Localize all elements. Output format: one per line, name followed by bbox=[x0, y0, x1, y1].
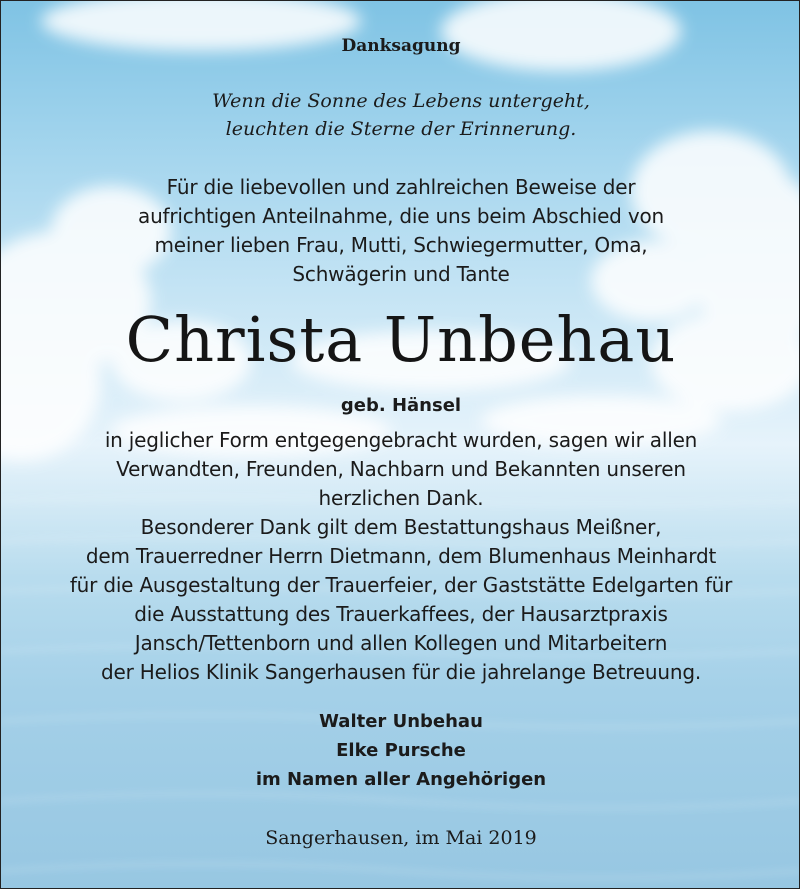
thanks-line-8: Jansch/Tettenborn und allen Kollegen und Mitarbeitern bbox=[134, 631, 668, 655]
verse-line-2: leuchten die Sterne der Erinnerung. bbox=[225, 118, 577, 140]
signatory-1: Walter Unbehau bbox=[319, 711, 483, 732]
place-date: Sangerhausen, im Mai 2019 bbox=[265, 827, 537, 849]
maiden-name: geb. Hänsel bbox=[340, 395, 462, 416]
thanks-line-2: Verwandten, Freunden, Nachbarn und Bekannten unseren bbox=[116, 457, 686, 481]
verse-line-1: Wenn die Sonne des Lebens untergeht, bbox=[212, 90, 590, 112]
notice-heading: Danksagung bbox=[341, 36, 461, 56]
signatory-3: im Namen aller Angehörigen bbox=[255, 769, 547, 790]
intro-line-3: meiner lieben Frau, Mutti, Schwiegermutter, Oma, bbox=[154, 233, 648, 257]
thanks-line-7: die Ausstattung des Trauerkaffees, der Hausarztpraxis bbox=[134, 602, 668, 626]
intro-line-2: aufrichtigen Anteilnahme, die uns beim Abschied von bbox=[138, 204, 664, 228]
thanks-line-5: dem Trauerredner Herrn Dietmann, dem Blumenhaus Meinhardt bbox=[85, 544, 717, 568]
intro-line-4: Schwägerin und Tante bbox=[292, 262, 510, 286]
thanks-line-9: der Helios Klinik Sangerhausen für die jahrelange Betreuung. bbox=[101, 660, 701, 684]
thanks-line-4: Besonderer Dank gilt dem Bestattungshaus Meißner, bbox=[140, 515, 662, 539]
signatory-2: Elke Pursche bbox=[336, 740, 466, 761]
deceased-name: Christa Unbehau bbox=[125, 303, 677, 376]
thanks-line-6: für die Ausgestaltung der Trauerfeier, der Gaststätte Edelgarten für bbox=[69, 573, 733, 597]
intro-line-1: Für die liebevollen und zahlreichen Beweise der bbox=[166, 175, 636, 199]
thanks-line-1: in jeglicher Form entgegengebracht wurden, sagen wir allen bbox=[104, 428, 698, 452]
thanks-line-3: herzlichen Dank. bbox=[318, 486, 484, 510]
